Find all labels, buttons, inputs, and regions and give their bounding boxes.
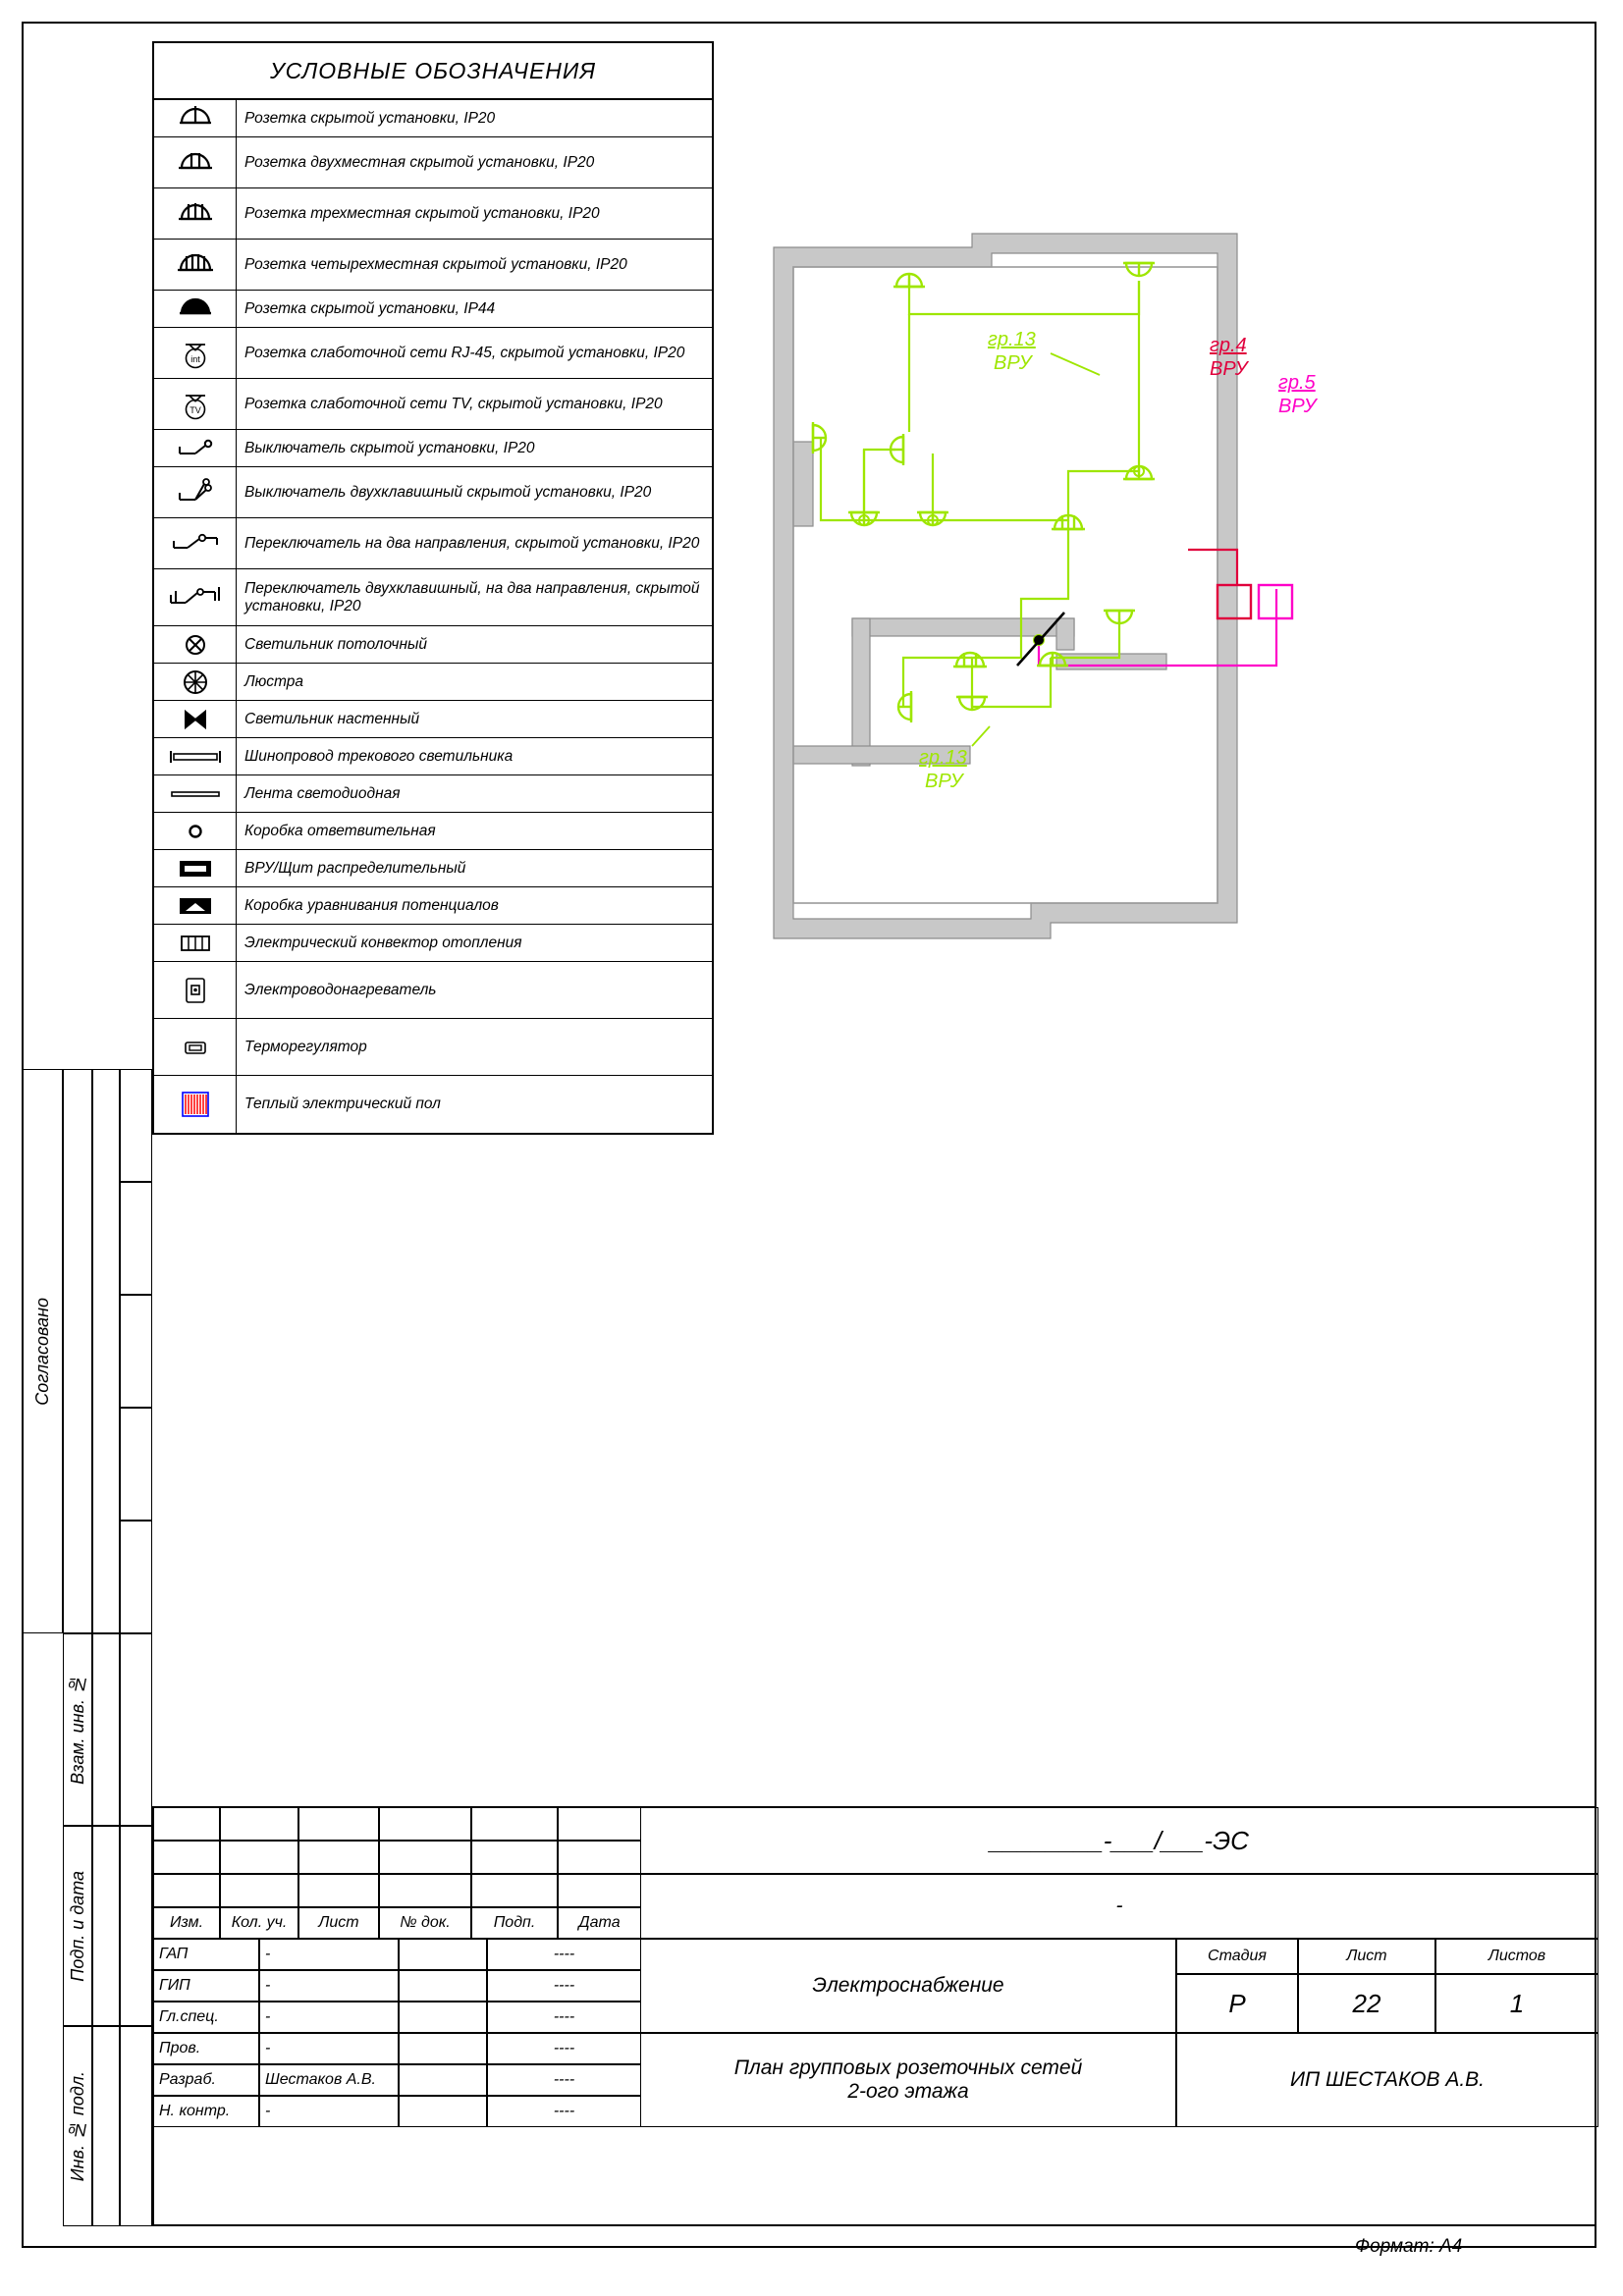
svg-text:ВРУ: ВРУ	[1278, 396, 1317, 417]
rev-header-izm: Изм.	[153, 1907, 220, 1939]
rev-header-list: Лист	[298, 1907, 379, 1939]
left-col-blank-3c	[120, 1295, 152, 1408]
water-heater-icon	[154, 962, 237, 1018]
legend-item-label: Розетка трехместная скрытой установки, IP20	[244, 204, 600, 222]
role-name: -	[259, 2096, 399, 2127]
left-col-blank-1	[63, 1069, 92, 1633]
legend-item-label: Светильник потолочный	[244, 635, 427, 653]
role-date: ----	[487, 2096, 641, 2127]
two-way-switch-icon	[154, 518, 237, 568]
rev-cell	[220, 1807, 298, 1841]
rev-header-podp: Подп.	[471, 1907, 558, 1939]
legend-row	[154, 1076, 712, 1133]
role-sign	[399, 2002, 487, 2033]
socket-concealed-ip44-icon	[154, 291, 237, 327]
legend-item-label: Розетка двухместная скрытой установки, IP20	[244, 153, 595, 171]
role-name: -	[259, 1939, 399, 1970]
legend-item-label: Теплый электрический пол	[244, 1095, 441, 1113]
legend-row	[154, 430, 712, 467]
svg-text:гр.13: гр.13	[988, 329, 1036, 350]
rev-cell	[153, 1807, 220, 1841]
rev-cell	[558, 1841, 641, 1874]
role-name: -	[259, 2002, 399, 2033]
role-label: Гл.спец.	[153, 2002, 259, 2033]
sheet-title-line1: План групповых розеточных сетей	[733, 2056, 1083, 2079]
rev-header-ndok: № док.	[379, 1907, 471, 1939]
socket-quad-concealed-ip20-icon	[154, 240, 237, 290]
legend-item-label: ВРУ/Щит распределительный	[244, 859, 466, 877]
svg-text:гр.5: гр.5	[1278, 372, 1316, 394]
role-label: ГАП	[153, 1939, 259, 1970]
format-label: Формат: А4	[1355, 2236, 1463, 2257]
legend-row	[154, 569, 712, 626]
legend-row	[154, 775, 712, 813]
legend-item-label: Электрический конвектор отопления	[244, 934, 522, 951]
rev-cell	[379, 1874, 471, 1907]
sheet-title	[640, 2033, 1176, 2127]
left-margin-columns	[22, 1069, 152, 2226]
legend-item-label: Переключатель двухклавишный, на два направления, скрытой установки, IP20	[244, 579, 700, 614]
legend-item-label: Розетка слаботочной сети RJ-45, скрытой установки, IP20	[244, 344, 685, 361]
role-label: Н. контр.	[153, 2096, 259, 2127]
rev-cell	[220, 1841, 298, 1874]
svg-text:TV: TV	[189, 404, 201, 415]
role-date: ----	[487, 2064, 641, 2096]
legend-item-label: Розетка четырехместная скрытой установки, IP20	[244, 255, 627, 273]
role-name: -	[259, 1970, 399, 2002]
rev-cell	[379, 1841, 471, 1874]
legend-row	[154, 100, 712, 137]
legend-row	[154, 664, 712, 701]
svg-text:ВРУ: ВРУ	[994, 352, 1032, 374]
legend-item-label: Шинопровод трекового светильника	[244, 747, 514, 765]
sheet-header: Лист	[1298, 1939, 1435, 1974]
legend-row	[154, 467, 712, 518]
legend-row	[154, 137, 712, 188]
legend-row	[154, 738, 712, 775]
equipotential-box-icon	[154, 887, 237, 924]
socket-double-concealed-ip20-icon	[154, 137, 237, 187]
left-col-label: Согласовано	[31, 1297, 52, 1406]
socket-tv-icon	[154, 379, 237, 429]
sheet-value: 22	[1298, 1974, 1435, 2033]
legend-row	[154, 701, 712, 738]
role-sign	[399, 2096, 487, 2127]
left-col-blank-9	[120, 2026, 152, 2226]
chandelier-icon	[154, 664, 237, 700]
legend-title: УСЛОВНЫЕ ОБОЗНАЧЕНИЯ	[154, 43, 712, 100]
electric-convector-icon	[154, 925, 237, 961]
sheet-title-line2: 2-ого этажа	[847, 2080, 969, 2103]
left-col-soglasovano	[22, 1069, 63, 1633]
role-sign	[399, 1939, 487, 1970]
legend-item-label: Электроводонагреватель	[244, 981, 437, 998]
led-strip-icon	[154, 775, 237, 812]
svg-text:гр.4: гр.4	[1210, 335, 1247, 356]
rev-cell	[153, 1841, 220, 1874]
svg-text:ВРУ: ВРУ	[925, 771, 963, 792]
rev-cell	[471, 1874, 558, 1907]
left-col-label: Инв. № подл.	[67, 2070, 87, 2182]
floor-plan-drawing	[727, 196, 1532, 1011]
legend-row	[154, 925, 712, 962]
legend-item-label: Розетка слаботочной сети TV, скрытой установки, IP20	[244, 395, 663, 412]
legend-row	[154, 518, 712, 569]
object-name: -	[640, 1874, 1598, 1939]
socket-concealed-ip20-icon	[154, 100, 237, 136]
legend-row	[154, 887, 712, 925]
role-sign	[399, 2064, 487, 2096]
svg-text:гр.13: гр.13	[919, 747, 967, 769]
company-name: ИП ШЕСТАКОВ А.В.	[1176, 2033, 1598, 2127]
role-name: Шестаков А.В.	[259, 2064, 399, 2096]
legend-item-label: Розетка скрытой установки, IP20	[244, 109, 496, 127]
role-date: ----	[487, 1939, 641, 1970]
legend-row	[154, 328, 712, 379]
ceiling-luminaire-icon	[154, 626, 237, 663]
legend-table	[152, 41, 714, 1135]
legend-item-label: Лента светодиодная	[244, 784, 401, 802]
legend-row	[154, 962, 712, 1019]
role-date: ----	[487, 1970, 641, 2002]
track-busbar-icon	[154, 738, 237, 774]
legend-item-label: Выключатель скрытой установки, IP20	[244, 439, 535, 456]
left-col-blank-2	[92, 1069, 120, 1633]
legend-item-label: Терморегулятор	[244, 1038, 367, 1055]
rev-cell	[558, 1874, 641, 1907]
rev-cell	[298, 1841, 379, 1874]
switch-double-concealed-ip20-icon	[154, 467, 237, 517]
document-code: ________-___/___-ЭС	[640, 1807, 1598, 1874]
role-date: ----	[487, 2033, 641, 2064]
junction-box-icon	[154, 813, 237, 849]
left-col-blank-3e	[120, 1521, 152, 1633]
switch-concealed-ip20-icon	[154, 430, 237, 466]
left-col-label: Подп. и дата	[67, 1870, 87, 1982]
legend-row	[154, 850, 712, 887]
sheets-header: Листов	[1435, 1939, 1598, 1974]
left-col-inv-podl	[63, 2026, 92, 2226]
left-col-blank-3d	[120, 1408, 152, 1521]
section-title: Электроснабжение	[640, 1939, 1176, 2033]
legend-item-label: Переключатель на два направления, скрытой установки, IP20	[244, 534, 700, 552]
legend-row	[154, 813, 712, 850]
left-col-blank-3a	[120, 1069, 152, 1182]
rev-cell	[558, 1807, 641, 1841]
thermostat-icon	[154, 1019, 237, 1075]
left-col-blank-7	[120, 1826, 152, 2026]
left-col-label: Взам. инв. №	[67, 1675, 87, 1785]
svg-text:ВРУ: ВРУ	[1210, 358, 1248, 380]
legend-item-label: Коробка ответвительная	[244, 822, 436, 839]
rev-cell	[379, 1807, 471, 1841]
rev-cell	[298, 1874, 379, 1907]
stage-value: Р	[1176, 1974, 1298, 2033]
warm-floor-icon	[154, 1076, 237, 1133]
distribution-board-icon	[154, 850, 237, 886]
rev-cell	[471, 1807, 558, 1841]
socket-rj45-icon	[154, 328, 237, 378]
rev-header-kol-uch: Кол. уч.	[220, 1907, 298, 1939]
left-col-blank-6	[92, 1826, 120, 2026]
legend-item-label: Светильник настенный	[244, 710, 420, 727]
role-label: Разраб.	[153, 2064, 259, 2096]
legend-item-label: Люстра	[244, 672, 304, 690]
role-label: Пров.	[153, 2033, 259, 2064]
legend-row	[154, 1019, 712, 1076]
left-col-blank-5	[120, 1633, 152, 1826]
left-col-blank-3b	[120, 1182, 152, 1295]
title-block	[152, 1806, 1596, 2226]
left-col-podp-data	[63, 1826, 92, 2026]
rev-cell	[471, 1841, 558, 1874]
role-name: -	[259, 2033, 399, 2064]
sheets-value: 1	[1435, 1974, 1598, 2033]
legend-item-label: Розетка скрытой установки, IP44	[244, 299, 496, 317]
socket-triple-concealed-ip20-icon	[154, 188, 237, 239]
legend-item-label: Выключатель двухклавишный скрытой установки, IP20	[244, 483, 652, 501]
rev-cell	[153, 1874, 220, 1907]
rev-header-data: Дата	[558, 1907, 641, 1939]
wall-luminaire-icon	[154, 701, 237, 737]
left-col-vzam	[63, 1633, 92, 1826]
rev-cell	[298, 1807, 379, 1841]
role-date: ----	[487, 2002, 641, 2033]
role-sign	[399, 1970, 487, 2002]
two-way-double-switch-icon	[154, 569, 237, 625]
legend-row	[154, 291, 712, 328]
role-sign	[399, 2033, 487, 2064]
legend-item-label: Коробка уравнивания потенциалов	[244, 896, 499, 914]
svg-text:int: int	[189, 353, 200, 364]
stage-header: Стадия	[1176, 1939, 1298, 1974]
legend-row	[154, 379, 712, 430]
left-col-blank-8	[92, 2026, 120, 2226]
rev-cell	[220, 1874, 298, 1907]
left-col-blank-4	[92, 1633, 120, 1826]
legend-row	[154, 626, 712, 664]
legend-row	[154, 240, 712, 291]
role-label: ГИП	[153, 1970, 259, 2002]
legend-row	[154, 188, 712, 240]
